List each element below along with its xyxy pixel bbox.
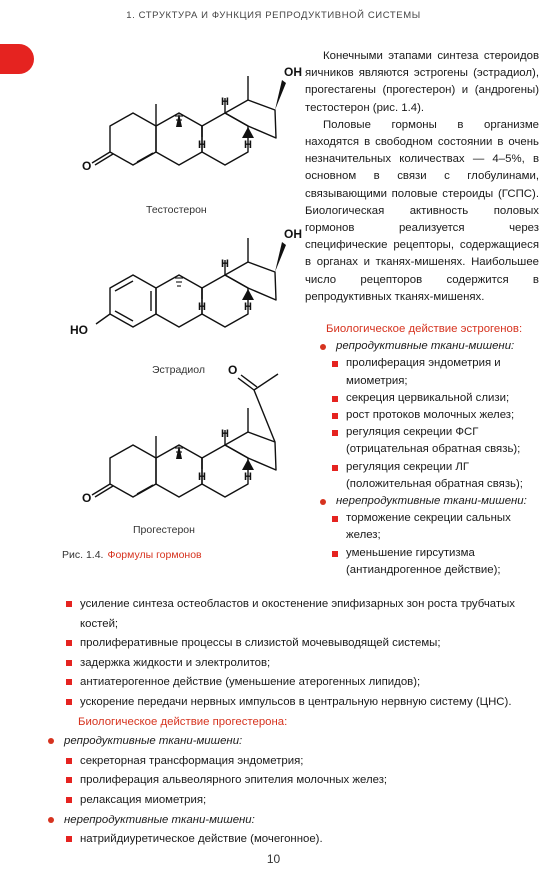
chapter-tab-marker bbox=[0, 44, 34, 74]
lower-section bbox=[60, 595, 538, 850]
estrogen-nonreproductive-label: нерепродуктивные ткани-мишени: bbox=[336, 493, 541, 510]
estradiol-h-9: H bbox=[198, 301, 206, 313]
progesterone-h-9: H bbox=[198, 471, 206, 483]
testosterone-label: Тестостерон bbox=[146, 204, 207, 216]
testosterone-h-14: H bbox=[244, 139, 252, 151]
testosterone-ketone-o: O bbox=[82, 159, 92, 173]
estradiol-ho-label: HO bbox=[70, 323, 88, 337]
progesterone-repro-group bbox=[60, 732, 538, 752]
figure-title: Формулы гормонов bbox=[107, 549, 202, 561]
figure-caption bbox=[62, 549, 202, 561]
list-item: уменьшение гирсутизма (антиандрогенное действие); bbox=[346, 545, 541, 579]
estradiol-label: Эстрадиол bbox=[152, 364, 206, 376]
estradiol-oh-label: OH bbox=[284, 227, 302, 241]
list-item: релаксация миометрия; bbox=[80, 791, 538, 811]
intro-text bbox=[305, 48, 539, 306]
chapter-header: 1. СТРУКТУРА И ФУНКЦИЯ РЕПРОДУКТИВНОЙ СИСТЕМЫ bbox=[126, 10, 421, 21]
list-item: секреция цервикальной слизи; bbox=[346, 390, 541, 407]
estrogen-heading: Биологическое действие эстрогенов: bbox=[326, 323, 523, 335]
intro-paragraph-1: Конечными этапами синтеза стероидов яичников являются эстрогены (эстрадиол), прогестагены (прогестерон) и (андрогены) тестостерон (рис. 1.4). bbox=[305, 50, 539, 114]
estrogen-nonrepro-group bbox=[320, 493, 541, 510]
estrogen-reproductive-label: репродуктивные ткани-мишени: bbox=[336, 338, 541, 355]
progesterone-nonrepro-group bbox=[60, 811, 538, 831]
progesterone-structure bbox=[62, 362, 312, 522]
list-item: усиление синтеза остеобластов и окостенение эпифизарных зон роста трубчатых костей; bbox=[80, 595, 538, 634]
estrogen-target-groups bbox=[320, 338, 541, 355]
estrogen-nonreproductive-list-bottom bbox=[60, 595, 538, 713]
list-item: пролиферативные процессы в слизистой мочевыводящей системы; bbox=[80, 634, 538, 654]
estrogen-nonreproductive-list-top bbox=[320, 510, 541, 579]
estrogen-section bbox=[320, 321, 541, 579]
list-item: пролиферация эндометрия и миометрия; bbox=[346, 355, 541, 389]
list-item: рост протоков молочных желез; bbox=[346, 407, 541, 424]
intro-paragraph-2: Половые гормоны в организме находятся в свободном состоянии в очень незначительных количествах — 4–5%, в основном в связи с глобулинами, связывающими половые стероиды (ГСПС). Биологическая активность половых гормонов реализуется через специфические рецепторы, содержащиеся в органах и тканях-мишенях. Наибольшее число рецепторов содержится в репродуктивных тканях-мишенях. bbox=[305, 118, 539, 303]
progesterone-reproductive-label: репродуктивные ткани-мишени: bbox=[64, 732, 538, 752]
figure-number: Рис. 1.4. bbox=[62, 549, 104, 561]
progesterone-ketone-o: O bbox=[82, 491, 92, 505]
estradiol-h-8: H bbox=[221, 258, 229, 270]
progesterone-reproductive-list bbox=[60, 752, 538, 811]
estrogen-reproductive-list bbox=[320, 355, 541, 493]
list-item: регуляция секреции ЛГ (положительная обратная связь); bbox=[346, 459, 541, 493]
testosterone-oh-label: OH bbox=[284, 65, 302, 79]
page-number: 10 bbox=[266, 852, 281, 866]
progesterone-heading: Биологическое действие прогестерона: bbox=[78, 715, 288, 728]
list-item: секреторная трансформация эндометрия; bbox=[80, 752, 538, 772]
testosterone-h-9: H bbox=[198, 139, 206, 151]
progesterone-label: Прогестерон bbox=[133, 524, 195, 536]
testosterone-structure bbox=[62, 30, 312, 190]
progesterone-h-14: H bbox=[244, 471, 252, 483]
estradiol-structure bbox=[62, 192, 312, 352]
list-item: пролиферация альвеолярного эпителия молочных желез; bbox=[80, 771, 538, 791]
list-item: торможение секреции сальных желез; bbox=[346, 510, 541, 544]
progesterone-h-8: H bbox=[221, 428, 229, 440]
list-item: натрийдиуретическое действие (мочегонное). bbox=[80, 830, 538, 850]
progesterone-acetyl-o: O bbox=[228, 363, 238, 377]
list-item: ускорение передачи нервных импульсов в центральную нервную систему (ЦНС). bbox=[80, 693, 538, 713]
estradiol-h-14: H bbox=[244, 301, 252, 313]
testosterone-h-8: H bbox=[221, 96, 229, 108]
progesterone-nonreproductive-label: нерепродуктивные ткани-мишени: bbox=[64, 811, 538, 831]
list-item: антиатерогенное действие (уменьшение атерогенных липидов); bbox=[80, 673, 538, 693]
progesterone-nonreproductive-list bbox=[60, 830, 538, 850]
list-item: регуляция секреции ФСГ (отрицательная обратная связь); bbox=[346, 424, 541, 458]
list-item: задержка жидкости и электролитов; bbox=[80, 654, 538, 674]
